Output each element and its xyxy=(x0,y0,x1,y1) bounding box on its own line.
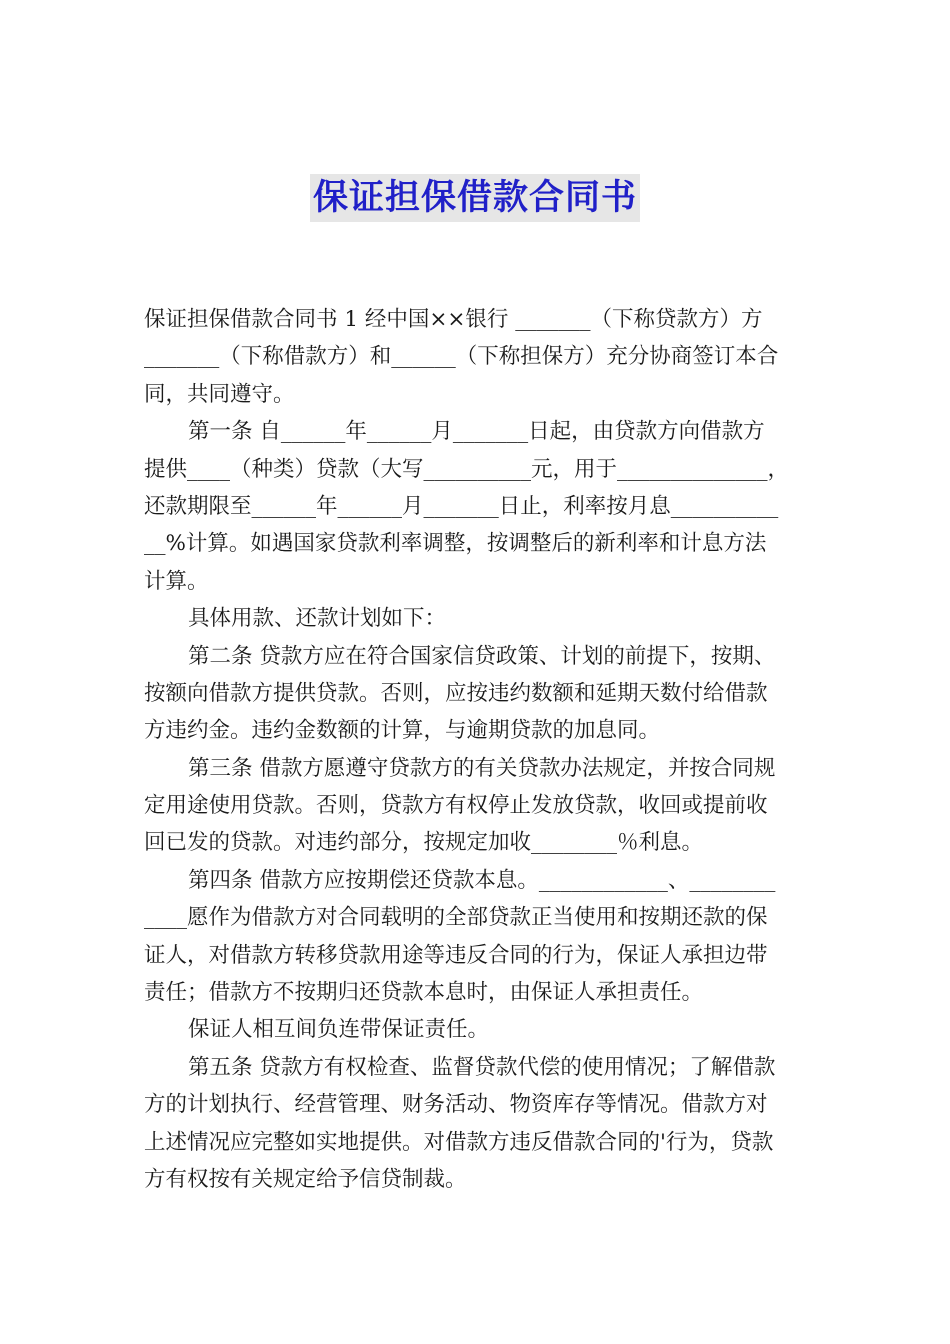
text-line: 第四条 借款方应按期偿还贷款本息。____________、________ xyxy=(188,867,776,893)
document-body xyxy=(144,301,808,1198)
document-title: 保证担保借款合同书 xyxy=(310,174,640,222)
text-line: 定用途使用贷款。否则，贷款方有权停止发放贷款，收回或提前收 xyxy=(144,793,768,819)
text-line: 方有权按有关规定给予信贷制裁。 xyxy=(144,1166,467,1192)
text-line: 回已发的贷款。对违约部分，按规定加收________％利息。 xyxy=(144,830,704,856)
text-line: 第三条 借款方愿遵守贷款方的有关贷款办法规定，并按合同规 xyxy=(188,755,776,781)
text-line: _______（下称借款方）和______（下称担保方）充分协商签订本合 xyxy=(144,344,779,370)
text-line: 上述情况应完整如实地提供。对借款方违反借款合同的'行为，贷款 xyxy=(144,1129,774,1155)
text-line: __%计算。如遇国家贷款利率调整，按调整后的新利率和计息方法 xyxy=(144,531,767,557)
text-line: 方的计划执行、经营管理、财务活动、物资库存等情况。借款方对 xyxy=(144,1092,768,1118)
text-line: 计算。 xyxy=(144,568,209,594)
text-line: 第二条 贷款方应在符合国家信贷政策、计划的前提下，按期、 xyxy=(188,643,776,669)
text-line: 还款期限至______年______月_______日止，利率按月息__________ xyxy=(144,493,779,519)
title-container xyxy=(0,174,950,222)
text-line: 第一条 自______年______月_______日起，由贷款方向借款方 xyxy=(188,419,765,445)
text-line: 同，共同遵守。 xyxy=(144,381,295,407)
text-line: 具体用款、还款计划如下： xyxy=(188,606,447,632)
text-line: 证人，对借款方转移贷款用途等违反合同的行为，保证人承担边带 xyxy=(144,942,768,968)
text-line: 责任；借款方不按期归还贷款本息时，由保证人承担责任。 xyxy=(144,980,704,1006)
text-line: 方违约金。违约金数额的计算，与逾期贷款的加息同。 xyxy=(144,718,661,744)
text-line: 保证担保借款合同书 1 经中国××银行 _______（下称贷款方）方 xyxy=(144,307,763,332)
text-line: 提供____（种类）贷款（大写__________元，用于______________， xyxy=(144,456,790,482)
text-line: ____愿作为借款方对合同载明的全部贷款正当使用和按期还款的保 xyxy=(144,905,768,931)
text-line: 第五条 贷款方有权检查、监督贷款代偿的使用情况；了解借款 xyxy=(188,1054,776,1080)
text-line: 保证人相互间负连带保证责任。 xyxy=(188,1017,490,1043)
text-line: 按额向借款方提供贷款。否则，应按违约数额和延期天数付给借款 xyxy=(144,680,768,706)
